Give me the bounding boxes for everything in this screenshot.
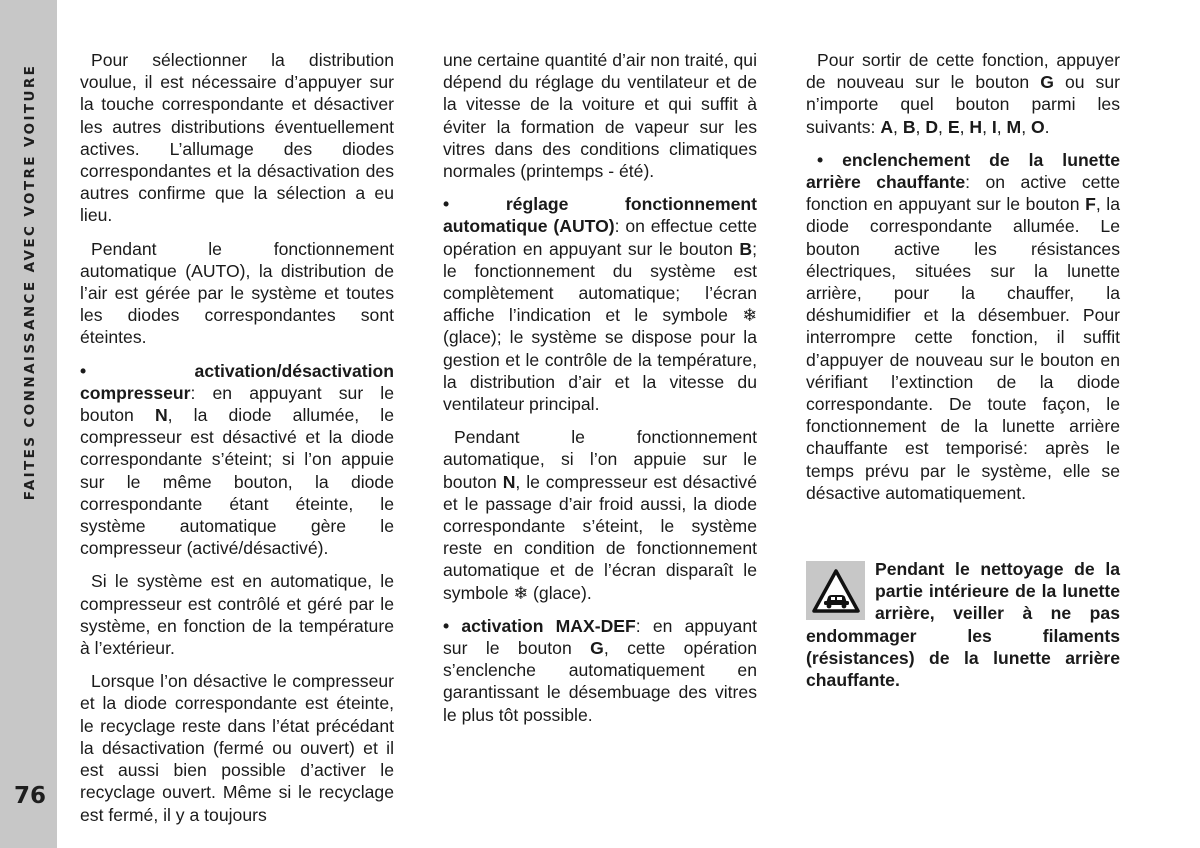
button-key: N [502,471,516,492]
button-key: O [1030,116,1045,137]
paragraph: Pendant le fonctionnement automatique (AUTO), la distribution de l’air est gérée par le système et toutes les diodes correspondantes sont éteintes. [80,238,394,348]
separator: , [996,116,1007,137]
bullet-heading: activation MAX-DEF [461,615,636,636]
warning-note [806,558,1120,691]
button-key: N [154,405,168,426]
paragraph [806,49,1120,138]
snowflake-icon: ❄ [513,582,529,603]
body-text: (glace). [528,582,592,603]
body-text: , la diode allumée, le compresseur est désactivé et la diode correspondante s’éteint; si l’on appuie sur le même bouton, la diode correspondante étant éteinte, le système automatique gère le compresseur (activé/désactivé). [80,405,394,559]
text-column-3 [806,49,1120,515]
bullet-marker: • [817,149,843,170]
bullet-heading: réglage fonctionnement automatique (AUTO) [443,194,757,237]
body-text: , cette opération s’enclenche automatiquement en garantissant le désembuage des vitres le plus tôt possible. [443,638,757,725]
body-text: Pendant le fonctionnement automatique, si l’on appuie sur le bouton [443,427,757,492]
snowflake-icon: ❄ [742,305,757,326]
paragraph: Pour sélectionner la distribution voulue, il est nécessaire d’appuyer sur la touche correspondante et désactiver les autres distributions éventuellement actives. L’allumage des diodes correspondantes et la désactivation des autres confirme que la sélection a eu lieu. [80,50,394,226]
separator: , [915,116,926,137]
paragraph: une certaine quantité d’air non traité, qui dépend du réglage du ventilateur et de la vitesse de la voiture et qui suffit à éviter la formation de vapeur sur les vitres dans des conditions climatiques normales (printemps - été). [443,50,757,182]
button-key-list [880,117,1049,137]
button-key: G [1040,72,1054,93]
bullet-paragraph [443,193,757,415]
bullet-marker: • [443,194,506,215]
separator: , [938,116,948,137]
bullet-paragraph [806,149,1120,504]
button-key: F [1085,194,1096,215]
body-text: , le compresseur est désactivé et le passage d’air froid aussi, la diode correspondante s’éteint, le système reste en condition de fonctionnement automatique et de l’écran disparaît le symbole [443,471,758,603]
button-key: B [739,238,753,259]
separator: , [982,116,992,137]
body-text: : on active cette fonction en appuyant sur le bouton [806,172,1120,215]
body-text: (glace); le système se dispose pour la gestion et le contrôle de la température, la distribution d’air et la vitesse du ventilateur principal. [443,327,757,415]
button-key: G [590,638,604,659]
button-key: D [925,116,939,137]
button-key: E [947,116,960,137]
page-number: 76 [14,783,47,809]
body-text: , la diode correspondante allumée. Le bouton active les résistances électriques, situées sur la lunette arrière, pour la chauffer, la déshumidifier et la désembuer. Pour interrompre cette fonction, il suffit d’appuyer de nouveau sur le bouton en vérifiant l’extinction de la diode correspondante. De toute façon, le fonctionnement de la lunette arrière chauffante est temporisé: après le temps prévu par le système, elle se désactive automatiquement. [806,194,1120,503]
separator: , [959,116,970,137]
button-key: A [880,116,894,137]
body-text: ; le fonctionnement du système est complètement automatique; l’écran affiche l’indication et le symbole [443,238,757,326]
paragraph: Si le système est en automatique, le compresseur est contrôlé et géré par le système, en fonction de la température à l’extérieur. [80,571,394,659]
bullet-heading: activation/désactivation compresseur [80,360,394,403]
body-text: Pour sortir de cette fonction, appuyer de nouveau sur le bouton [806,50,1120,93]
bullet-paragraph [443,615,757,726]
warning-text: Pendant le nettoyage de la partie intérieure de la lunette arrière, veiller à ne pas endommager les filaments (résistances) de la lunette arrière chauffante. [806,559,1120,691]
bullet-paragraph [80,360,394,560]
text-column-1 [80,49,394,837]
button-key: H [969,116,983,137]
body-text: ou sur n’importe quel bouton parmi les suivants: [806,72,1120,137]
button-key: I [991,116,997,137]
separator: , [893,116,903,137]
warning-triangle-car-icon [806,561,865,620]
body-text: : en appuyant sur le bouton [443,615,757,659]
paragraph [443,426,757,604]
bullet-heading: enclenchement de la lunette arrière chauffante [806,149,1120,193]
text-column-2 [443,49,757,737]
section-title: FAITES CONNAISSANCE AVEC VOTRE VOITURE [22,63,38,501]
separator: , [1021,116,1031,137]
bullet-marker: • [80,360,195,381]
paragraph: Lorsque l’on désactive le compresseur et la diode correspondante est éteinte, le recyclage reste dans l’état précédant la désactivation (fermé ou ouvert) et il est aussi bien possible d’activer le recyclage ouvert. Même si le recyclage est fermé, il y a toujours [80,671,394,825]
body-text: : on effectue cette opération en appuyant sur le bouton [443,216,757,259]
separator: . [1044,116,1050,137]
bullet-marker: • [443,615,462,636]
button-key: B [902,116,916,137]
button-key: M [1006,116,1022,137]
body-text: : en appuyant sur le bouton [80,382,394,426]
